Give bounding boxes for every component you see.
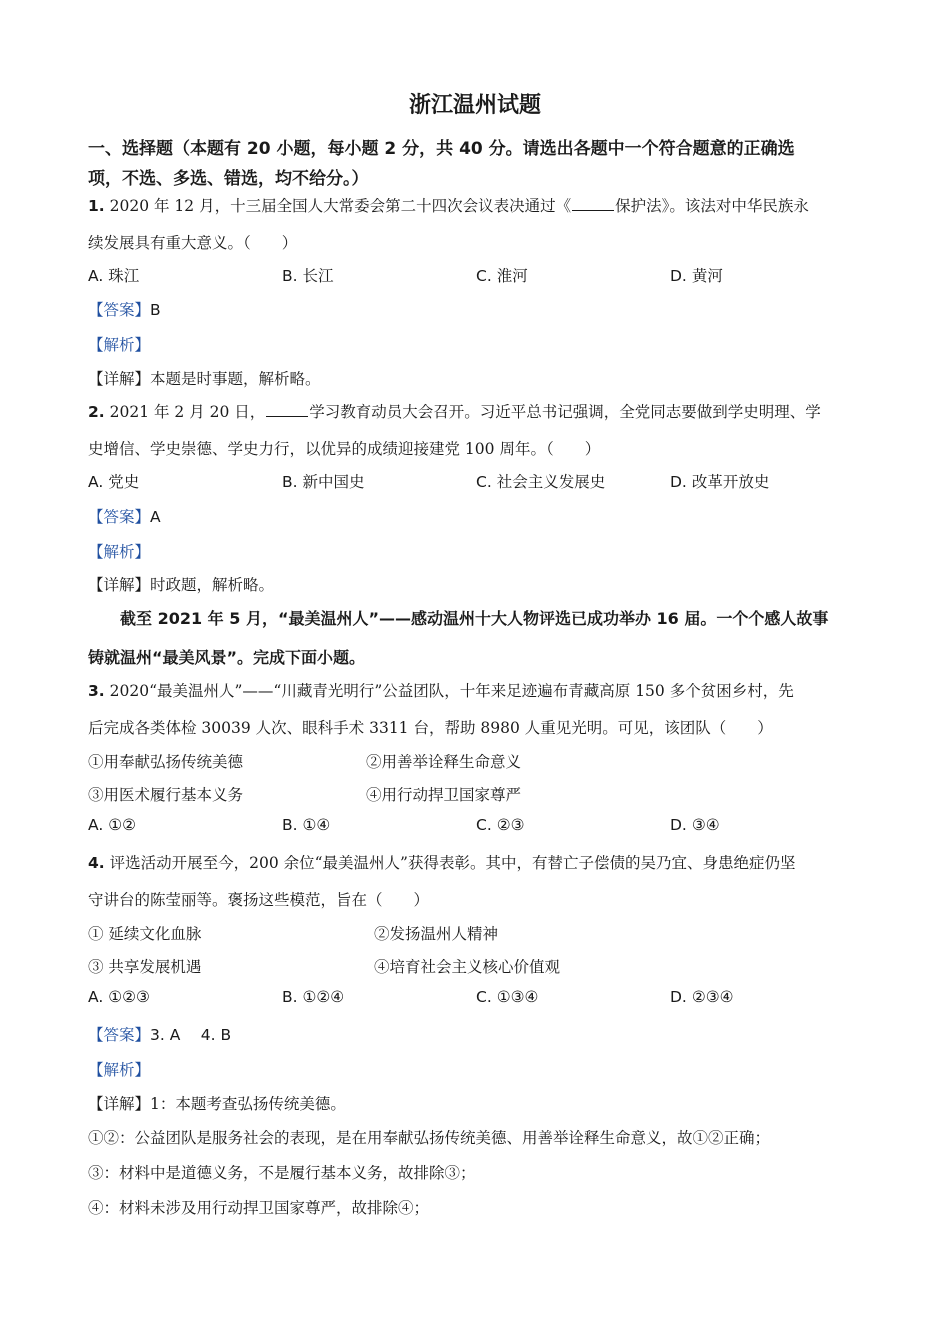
- q1-detail: [88, 367, 321, 389]
- q3-option-b[interactable]: B. ①④: [282, 816, 331, 834]
- q1-analysis-tag: 【解析】: [88, 336, 151, 354]
- q1-stem-line1: [88, 194, 809, 216]
- q4-item-2: ②发扬温州人精神: [374, 925, 499, 943]
- answer-tag: 【答案】: [88, 508, 151, 526]
- q1-answer: [88, 298, 161, 320]
- q3-option-d[interactable]: D. ③④: [670, 816, 720, 834]
- answer-tag: 【答案】: [88, 1026, 151, 1044]
- q34-detail-intro: [88, 1092, 346, 1114]
- q3-option-c[interactable]: C. ②③: [476, 816, 525, 834]
- q1-option-d[interactable]: D. 黄河: [670, 267, 723, 285]
- answer-tag: 【答案】: [88, 301, 151, 319]
- q34-detail-line2: ③：材料中是道德义务，不是履行基本义务，故排除③；: [88, 1164, 476, 1182]
- q1-answer-value: B: [150, 301, 161, 319]
- q2-stem-line2: 史增信、学史崇德、学史力行，以优异的成绩迎接建党 100 周年。（ ）: [88, 440, 601, 458]
- q1-blank: [572, 198, 614, 211]
- material-line2: 铸就温州“最美风景”。完成下面小题。: [88, 648, 366, 667]
- q2-answer: [88, 505, 161, 527]
- q3-item-2: ②用善举诠释生命意义: [366, 753, 522, 771]
- section-heading-line1: 一、选择题（本题有 20 小题，每小题 2 分，共 40 分。请选出各题中一个符合题意的正确选: [88, 139, 795, 159]
- q1-detail-text: 本题是时事题，解析略。: [150, 370, 321, 388]
- detail-tag: 【详解】: [88, 1095, 151, 1113]
- q4-item-1: ① 延续文化血脉: [88, 925, 202, 943]
- q34-answer: [88, 1023, 231, 1045]
- q3-number: 3.: [88, 682, 105, 700]
- q3-item-3: ③用医术履行基本义务: [88, 786, 244, 804]
- section-heading-line2: 项，不选、多选、错选，均不给分。）: [88, 169, 369, 189]
- q4-item-4: ④培育社会主义核心价值观: [374, 958, 561, 976]
- material-line1: 截至 2021 年 5 月，“最美温州人”——感动温州十大人物评选已成功举办 16 届。一个个感人故事: [120, 609, 829, 628]
- q2-analysis-tag: 【解析】: [88, 543, 151, 561]
- q4-stem-line1: [88, 851, 796, 873]
- q1-option-b[interactable]: B. 长江: [282, 267, 334, 285]
- q1-stem-line2: 续发展具有重大意义。（ ）: [88, 234, 298, 252]
- q3-item-1: ①用奉献弘扬传统美德: [88, 753, 244, 771]
- q2-stem-pre: 2021 年 2 月 20 日，: [109, 403, 266, 421]
- q1-stem-post: 保护法》。该法对中华民族永: [615, 197, 809, 215]
- q2-answer-value: A: [150, 508, 161, 526]
- q1-stem-pre: 2020 年 12 月，十三届全国人大常委会第二十四次会议表决通过《: [109, 197, 572, 215]
- q34-answer-value: 3. A 4. B: [150, 1026, 232, 1044]
- q3-stem-line2: 后完成各类体检 30039 人次、眼科手术 3311 台，帮助 8980 人重见光明。可见，该团队（ ）: [88, 719, 773, 737]
- q2-option-b[interactable]: B. 新中国史: [282, 473, 365, 491]
- q3-option-a[interactable]: A. ①②: [88, 816, 136, 834]
- q34-detail-line3: ④：材料未涉及用行动捍卫国家尊严，故排除④；: [88, 1199, 430, 1217]
- q4-stem-text1: 评选活动开展至今，200 余位“最美温州人”获得表彰。其中，有替亡子偿债的吴乃宜、身患绝症仍坚: [109, 854, 796, 872]
- q2-stem-line1: [88, 400, 821, 422]
- q3-stem-line1: [88, 679, 794, 701]
- page-title: 浙江温州试题: [408, 93, 541, 118]
- q2-detail: [88, 573, 274, 595]
- q4-option-b[interactable]: B. ①②④: [282, 988, 345, 1006]
- q2-blank: [266, 404, 308, 417]
- q4-stem-line2: 守讲台的陈莹丽等。褒扬这些模范，旨在（ ）: [88, 891, 430, 909]
- q4-option-d[interactable]: D. ②③④: [670, 988, 734, 1006]
- detail-tag: 【详解】: [88, 576, 151, 594]
- detail-tag: 【详解】: [88, 370, 151, 388]
- q2-stem-post: 学习教育动员大会召开。习近平总书记强调，全党同志要做到学史明理、学: [309, 403, 821, 421]
- q4-option-c[interactable]: C. ①③④: [476, 988, 539, 1006]
- q3-item-4: ④用行动捍卫国家尊严: [366, 786, 522, 804]
- q4-option-a[interactable]: A. ①②③: [88, 988, 150, 1006]
- q2-detail-text: 时政题，解析略。: [150, 576, 275, 594]
- q34-detail-intro-text: 1：本题考查弘扬传统美德。: [150, 1095, 346, 1113]
- q2-number: 2.: [88, 403, 105, 421]
- q2-option-a[interactable]: A. 党史: [88, 473, 140, 491]
- q34-detail-line1: ①②：公益团队是服务社会的表现，是在用奉献弘扬传统美德、用善举诠释生命意义，故①②正确；: [88, 1129, 771, 1147]
- q2-option-d[interactable]: D. 改革开放史: [670, 473, 770, 491]
- q1-number: 1.: [88, 197, 105, 215]
- q3-stem-text1: 2020“最美温州人”——“川藏青光明行”公益团队，十年来足迹遍布青藏高原 150 多个贫困乡村，先: [109, 682, 794, 700]
- q34-analysis-tag: 【解析】: [88, 1061, 151, 1079]
- q2-option-c[interactable]: C. 社会主义发展史: [476, 473, 606, 491]
- q4-number: 4.: [88, 854, 105, 872]
- q4-item-3: ③ 共享发展机遇: [88, 958, 202, 976]
- q1-option-c[interactable]: C. 淮河: [476, 267, 528, 285]
- q1-option-a[interactable]: A. 珠江: [88, 267, 140, 285]
